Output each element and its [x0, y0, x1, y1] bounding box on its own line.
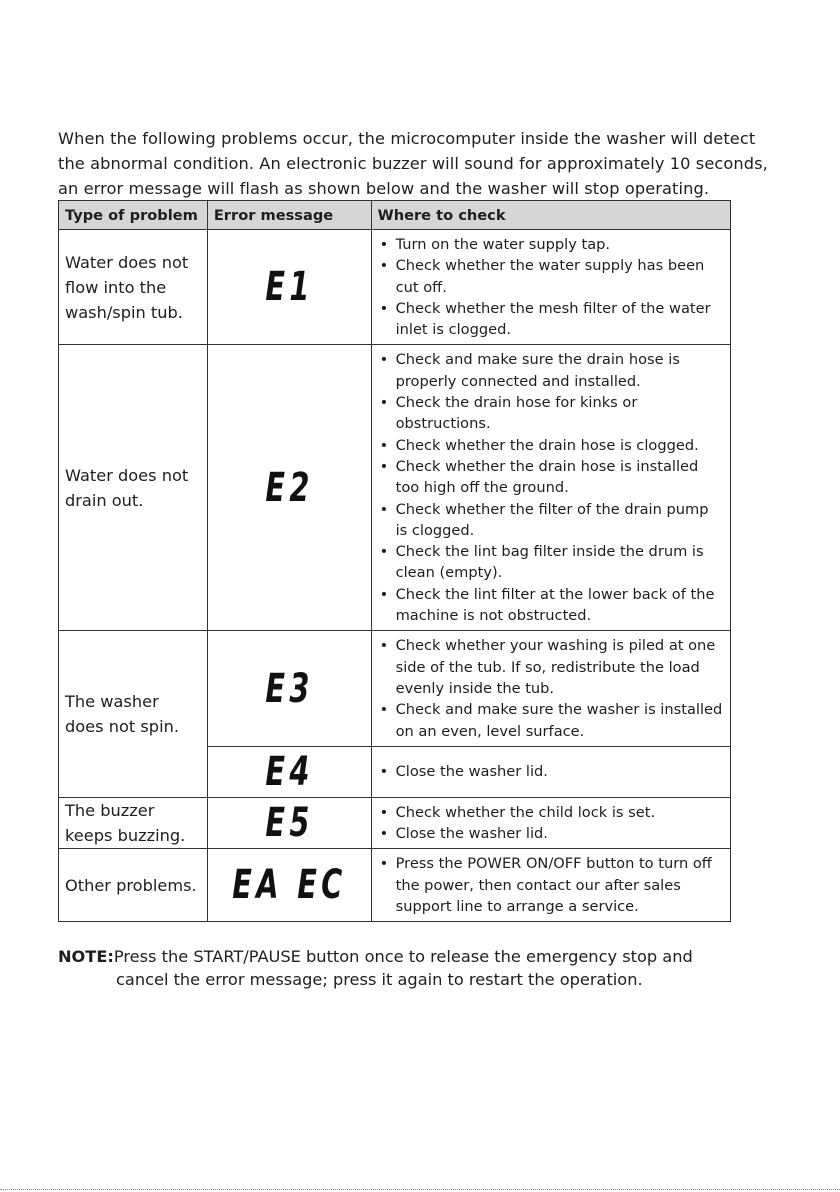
- problem-line: Water does not: [65, 252, 189, 272]
- problem-line: drain out.: [65, 490, 144, 510]
- problem-line: keeps buzzing.: [65, 826, 186, 846]
- check-item: • Press the POWER ON/OFF button to turn off the power, then contact our after sales support line to arrange a service.: [380, 853, 724, 917]
- check-item: • Check and make sure the washer is installed on an even, level surface.: [380, 699, 724, 742]
- checks-cell: [371, 345, 730, 631]
- header-type-of-problem: Type of problem: [59, 201, 208, 230]
- error-code-cell: [207, 631, 371, 746]
- check-item: • Close the washer lid.: [380, 761, 724, 782]
- checks-cell: [371, 631, 730, 746]
- intro-line: When the following problems occur, the microcomputer inside the washer will detect: [58, 129, 756, 148]
- intro-paragraph: [58, 126, 828, 201]
- problem-cell: [59, 631, 208, 797]
- table-row: [59, 797, 731, 849]
- error-code-table: [58, 200, 731, 922]
- page-edge-divider: [0, 1189, 840, 1190]
- table-row: [59, 631, 731, 746]
- checks-cell: [371, 849, 730, 922]
- check-item: • Check the lint filter at the lower back of the machine is not obstructed.: [380, 584, 724, 627]
- error-code: EA EC: [232, 862, 347, 909]
- problem-line: Water does not: [65, 465, 189, 485]
- check-item: • Check whether the child lock is set.: [380, 802, 724, 823]
- problem-line: The buzzer: [65, 801, 155, 821]
- checks-cell: [371, 230, 730, 345]
- problem-line: The washer: [65, 692, 159, 712]
- error-code: E4: [265, 748, 314, 795]
- check-item: • Check whether the drain hose is clogged.: [380, 435, 724, 456]
- error-code-cell: [207, 797, 371, 849]
- check-item: • Check the lint bag filter inside the drum is clean (empty).: [380, 541, 724, 584]
- checks-cell: [371, 797, 730, 849]
- note-label: NOTE:: [58, 947, 114, 966]
- error-code-cell: [207, 345, 371, 631]
- check-item: • Close the washer lid.: [380, 823, 724, 844]
- table-header-row: [59, 201, 731, 230]
- problem-cell: [59, 849, 208, 922]
- error-code-cell: [207, 849, 371, 922]
- check-item: • Check whether the drain hose is installed too high off the ground.: [380, 456, 724, 499]
- check-item: • Check whether the filter of the drain pump is clogged.: [380, 499, 724, 542]
- check-item: • Check and make sure the drain hose is properly connected and installed.: [380, 349, 724, 392]
- intro-line: an error message will flash as shown below and the washer will stop operating.: [58, 179, 710, 198]
- error-code: E1: [265, 264, 314, 311]
- check-item: • Check whether your washing is piled at one side of the tub. If so, redistribute the load evenly inside the tub.: [380, 635, 724, 699]
- check-item: • Turn on the water supply tap.: [380, 234, 724, 255]
- table-row: [59, 849, 731, 922]
- error-code: E2: [265, 464, 314, 511]
- problem-cell: [59, 797, 208, 849]
- table-row: [59, 345, 731, 631]
- table-row: [59, 230, 731, 345]
- problem-line: does not spin.: [65, 717, 179, 737]
- error-code-cell: [207, 746, 371, 797]
- header-where-to-check: Where to check: [371, 201, 730, 230]
- check-item: • Check the drain hose for kinks or obstructions.: [380, 392, 724, 435]
- problem-line: flow into the: [65, 277, 167, 297]
- note-line: cancel the error message; press it again to restart the operation.: [116, 970, 643, 989]
- note-paragraph: [58, 945, 788, 991]
- error-code: E5: [265, 800, 314, 847]
- problem-line: Other problems.: [65, 875, 197, 895]
- problem-cell: [59, 230, 208, 345]
- note-line: Press the START/PAUSE button once to release the emergency stop and: [113, 947, 693, 966]
- error-code: E3: [265, 665, 314, 712]
- header-error-message: Error message: [207, 201, 371, 230]
- intro-line: the abnormal condition. An electronic buzzer will sound for approximately 10 seconds,: [58, 154, 768, 173]
- problem-cell: [59, 345, 208, 631]
- problem-line: wash/spin tub.: [65, 302, 183, 322]
- error-code-cell: [207, 230, 371, 345]
- check-item: • Check whether the mesh filter of the water inlet is clogged.: [380, 298, 724, 341]
- checks-cell: [371, 746, 730, 797]
- check-item: • Check whether the water supply has been cut off.: [380, 255, 724, 298]
